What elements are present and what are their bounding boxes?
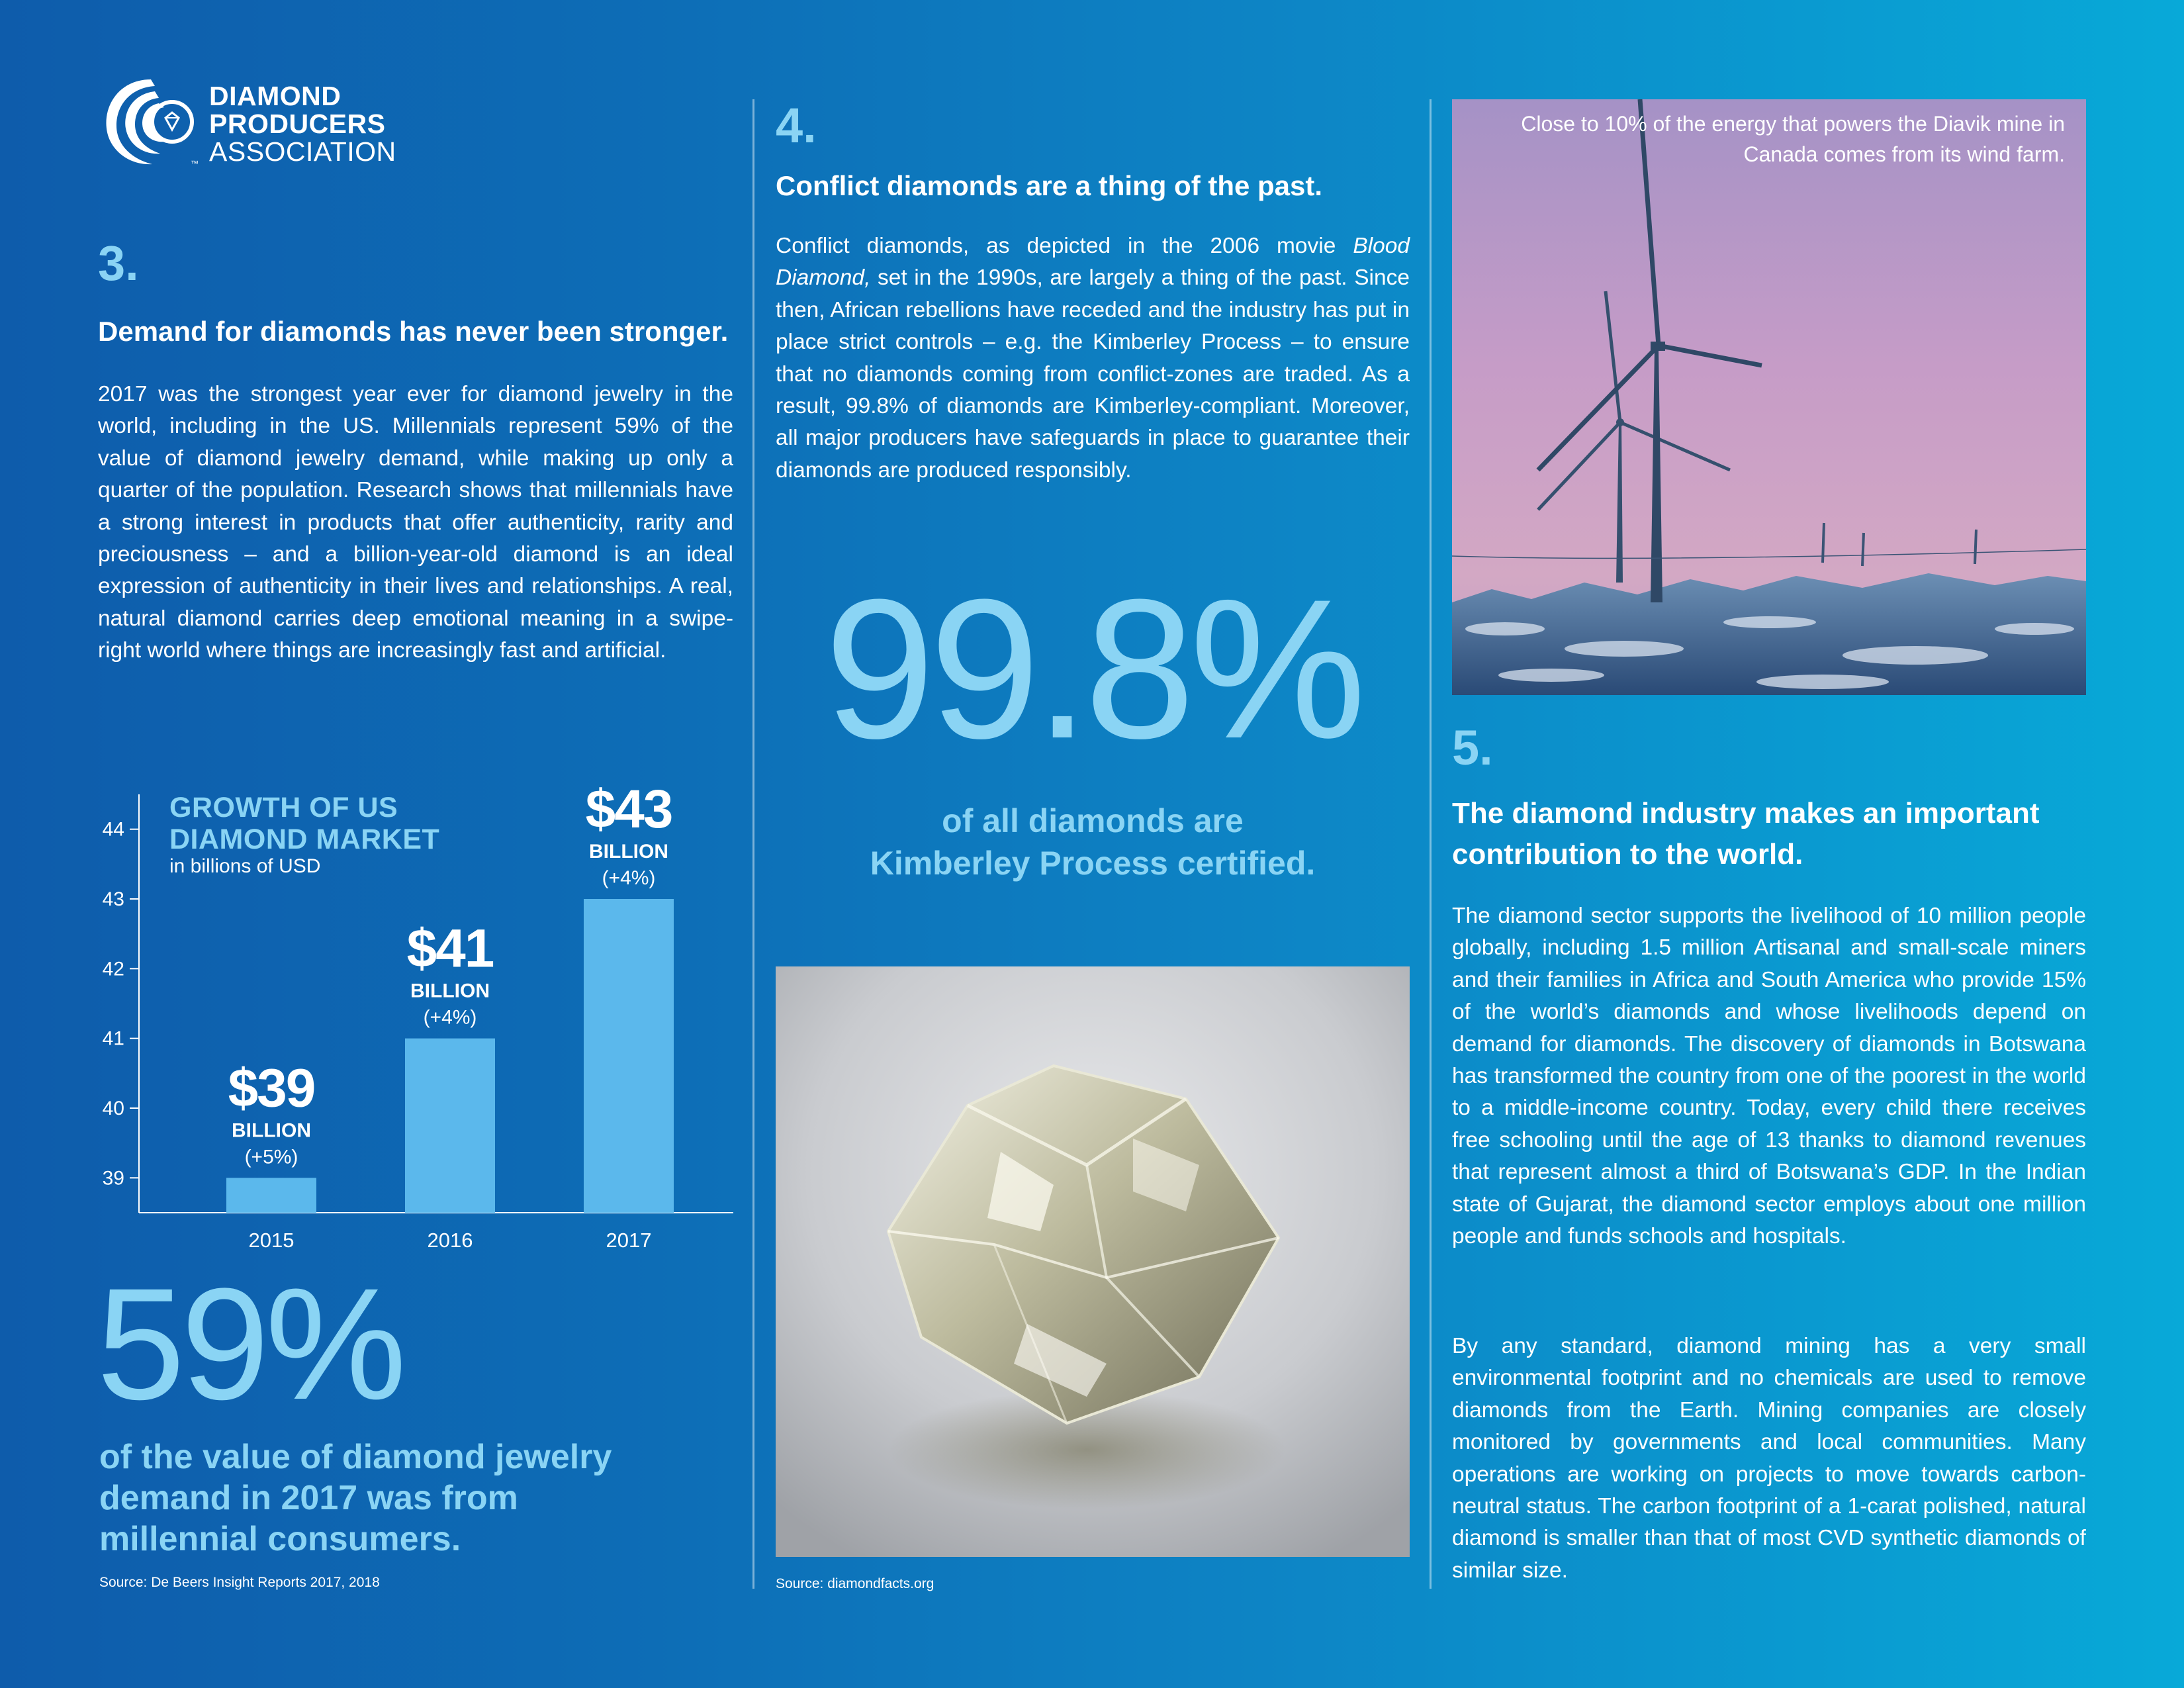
section-4-heading: Conflict diamonds are a thing of the past. <box>776 170 1323 201</box>
chart-data-label-unit: BILLION <box>589 841 668 863</box>
kimberley-stat-caption <box>776 800 1410 884</box>
chart-data-label-amount: $41 <box>406 918 494 979</box>
chart-data-label-change: (+4%) <box>602 867 656 889</box>
dpa-logo <box>98 71 442 171</box>
us-diamond-market-chart <box>78 781 740 1258</box>
kimberley-caption-line-1: of all diamonds are <box>942 802 1244 839</box>
section-5-body-paragraph-1: The diamond sector supports the livelihood of 10 million people globally, including 1.5 million Artisanal and small-scale miners and their families in Africa and South America who provide 15% of the world’s diamonds and whose livelihoods depend on demand for diamonds. The discovery of diamonds in Botswana has transformed the country from one of the poorest in the world to a middle-income country. Today, every child there receives free schooling until the age of 13 thanks to diamond revenues that represent almost a third of Botswana’s GDP. In the Indian state of Gujarat, the diamond sector employs about one million people and funds schools and hospitals. <box>1452 904 2086 1249</box>
chart-bar-2017 <box>584 899 674 1213</box>
section-4-number: 4. <box>776 98 817 153</box>
column-divider-left <box>752 99 754 1589</box>
section-4-body-start: Conflict diamonds, as depicted in the 2006 movie <box>776 234 1353 258</box>
chart-x-tick-label: 2015 <box>248 1229 295 1252</box>
section-4-movie-title: Blood Diamond, <box>776 234 1410 291</box>
chart-y-tick-label: 43 <box>102 888 124 910</box>
chart-data-label-unit: BILLION <box>410 980 490 1002</box>
section-3-source: Source: De Beers Insight Reports 2017, 2018 <box>99 1575 380 1590</box>
chart-data-label-amount: $39 <box>228 1058 315 1119</box>
section-3-heading: Demand for diamonds has never been stronger. <box>98 316 729 347</box>
chart-y-tick-label: 40 <box>102 1098 124 1119</box>
section-5-number: 5. <box>1452 720 1493 775</box>
column-divider-right <box>1430 99 1432 1589</box>
chart-x-tick-label: 2017 <box>606 1229 652 1252</box>
logo-line-3: ASSOCIATION <box>209 136 396 167</box>
wind-farm-photo <box>1452 99 2086 695</box>
chart-title <box>169 792 439 855</box>
logo-wordmark <box>209 82 396 165</box>
section-5-body-paragraph-2: By any standard, diamond mining has a very small environmental footprint and no chemicals are used to remove diamonds from the Earth. Mining companies are closely monitored by governments and local communities. Many operations are working on projects to move towards carbon-neutral status. The carbon footprint of a 1-carat polished, natural diamond is smaller than that of most CVD synthetic diamonds of similar size. <box>1452 1334 2086 1583</box>
section-4-body-rest: set in the 1990s, are largely a thing of the past. Since then, African rebellions have receded and the industry has put in place strict controls – e.g. the Kimberley Process – to ensure that no diamonds coming from conflict-zones are traded. As a result, 99.8% of diamonds are Kimberley-compliant. Moreover, all major producers have safeguards in place to guarantee their diamonds are produced responsibly. <box>776 265 1410 483</box>
chart-y-tick-label: 39 <box>102 1167 124 1190</box>
kimberley-caption-line-2: Kimberley Process certified. <box>870 845 1316 882</box>
chart-title-line-2: DIAMOND MARKET <box>169 823 440 855</box>
section-3-body: 2017 was the strongest year ever for diamond jewelry in the world, including in the US. Millennials represent 59% of the value of diamond jewelry demand, while making up only a quarter of the population. Research shows that millennials have a strong interest in products that offer authenticity, rarity and preciousness – and a billion-year-old diamond is an ideal expression of authenticity in their lives and relationships. A real, natural diamond carries deep emotional meaning in a swipe-right world where things are increasingly fast and artificial. <box>98 382 733 663</box>
chart-y-tick-label: 42 <box>102 958 124 980</box>
chart-bar-2016 <box>405 1039 495 1213</box>
chart-subtitle: in billions of USD <box>169 855 321 877</box>
kimberley-stat-value: 99.8% <box>824 557 1361 780</box>
section-3-number: 3. <box>98 236 139 291</box>
wind-farm-caption: Close to 10% of the energy that powers the Diavik mine in Canada comes from its wind farm. <box>1521 112 2065 166</box>
logo-line-2: PRODUCERS <box>209 109 386 139</box>
millennial-stat-value: 59% <box>97 1255 403 1432</box>
diamond-swirl-logo-icon <box>98 71 204 171</box>
chart-data-label-change: (+5%) <box>244 1146 298 1168</box>
millennial-stat-caption: of the value of diamond jewelry demand in 2017 was from millennial consumers. <box>99 1438 612 1558</box>
chart-bar-2015 <box>226 1178 316 1213</box>
chart-data-label-amount: $43 <box>585 781 672 839</box>
chart-data-label-change: (+4%) <box>423 1006 477 1029</box>
section-5-heading: The diamond industry makes an important contribution to the world. <box>1452 797 2040 870</box>
section-4-source: Source: diamondfacts.org <box>776 1576 934 1591</box>
logo-line-1: DIAMOND <box>209 81 341 111</box>
chart-data-label-unit: BILLION <box>232 1119 311 1142</box>
chart-y-tick-label: 41 <box>102 1027 124 1050</box>
section-4-body <box>776 230 1410 535</box>
chart-x-tick-label: 2016 <box>427 1229 473 1252</box>
chart-title-line-1: GROWTH OF US <box>169 792 398 823</box>
rough-diamond-photo <box>776 966 1410 1557</box>
chart-y-tick-label: 44 <box>102 818 124 841</box>
logo-trademark: ™ <box>191 159 199 168</box>
